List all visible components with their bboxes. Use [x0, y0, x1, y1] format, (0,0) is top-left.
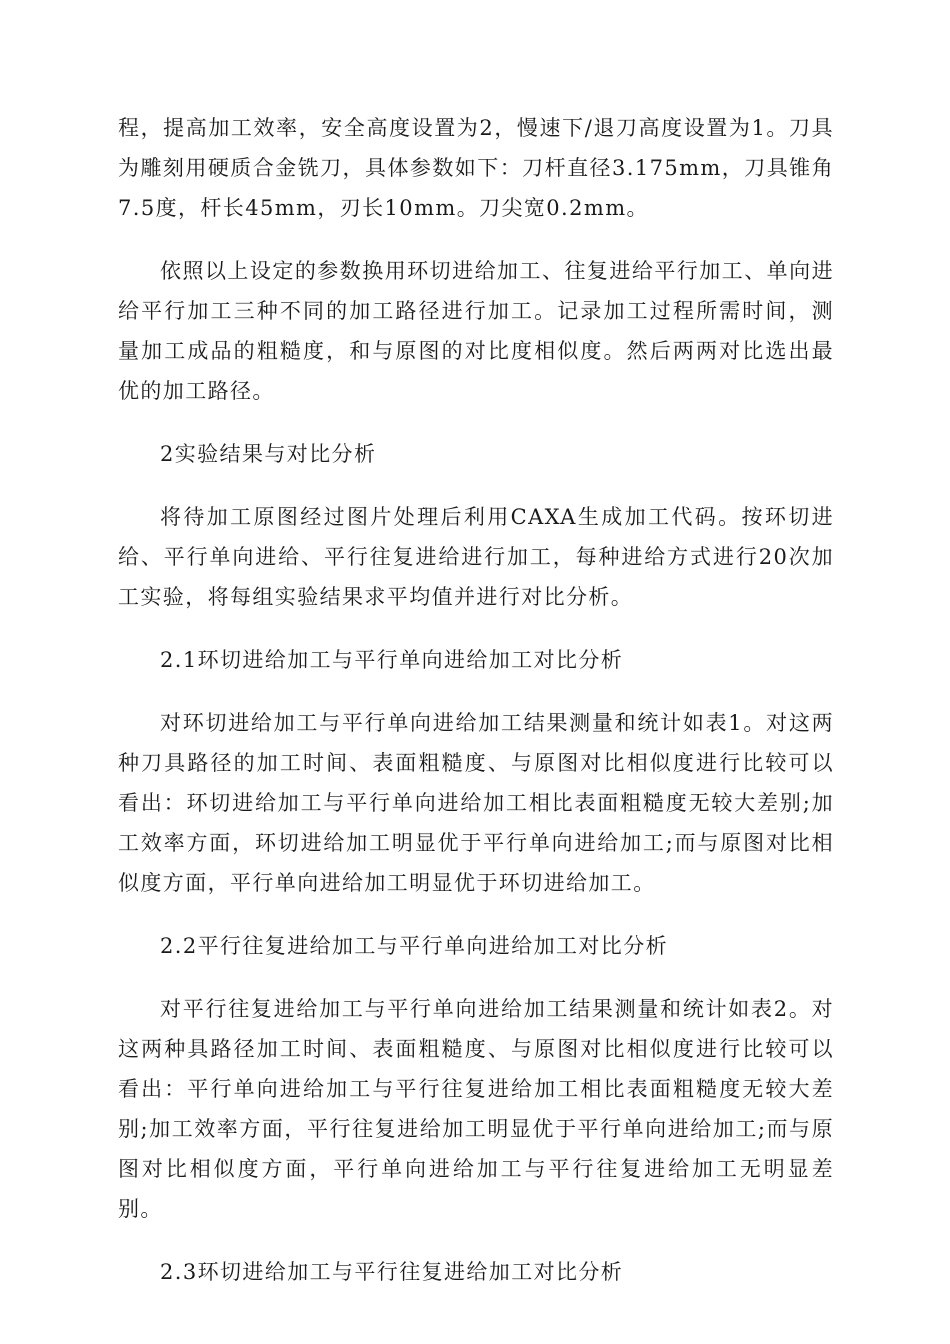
paragraph-tool-parameters: 程，提高加工效率，安全高度设置为2，慢速下/退刀高度设置为1。刀具为雕刻用硬质合金铣刀，具体参数如下：刀杆直径3.175mm，刀具锥角7.5度，杆长45mm，刃长10mm。刀尖宽0.2mm。	[118, 116, 834, 220]
paragraph-comparison-2-1: 对环切进给加工与平行单向进给加工结果测量和统计如表1。对这两种刀具路径的加工时间、表面粗糙度、与原图对比相似度进行比较可以看出：环切进给加工与平行单向进给加工相比表面粗糙度无较大差别;加工效率方面，环切进给加工明显优于平行单向进给加工;而与原图对比相似度方面，平行单向进给加工明显优于环切进给加工。	[118, 711, 834, 895]
paragraph-machining-paths: 依照以上设定的参数换用环切进给加工、往复进给平行加工、单向进给平行加工三种不同的加工路径进行加工。记录加工过程所需时间，测量加工成品的粗糙度，和与原图的对比度相似度。然后两两对比选出最优的加工路径。	[118, 259, 834, 403]
document-body	[118, 108, 834, 1315]
subsection-heading-2-3: 2.3环切进给加工与平行往复进给加工对比分析	[160, 1260, 624, 1284]
subsection-heading-2-2: 2.2平行往复进给加工与平行单向进给加工对比分析	[160, 934, 668, 958]
section-heading-results: 2实验结果与对比分析	[160, 442, 377, 466]
subsection-heading-2-1: 2.1环切进给加工与平行单向进给加工对比分析	[160, 648, 624, 672]
paragraph-comparison-2-2: 对平行往复进给加工与平行单向进给加工结果测量和统计如表2。对这两种具路径加工时间、表面粗糙度、与原图对比相似度进行比较可以看出：平行单向进给加工与平行往复进给加工相比表面粗糙度无较大差别;加工效率方面，平行往复进给加工明显优于平行单向进给加工;而与原图对比相似度方面，平行单向进给加工与平行往复进给加工无明显差别。	[118, 997, 834, 1221]
paragraph-experiment-method: 将待加工原图经过图片处理后利用CAXA生成加工代码。按环切进给、平行单向进给、平行往复进给进行加工，每种进给方式进行20次加工实验，将每组实验结果求平均值并进行对比分析。	[118, 505, 834, 609]
